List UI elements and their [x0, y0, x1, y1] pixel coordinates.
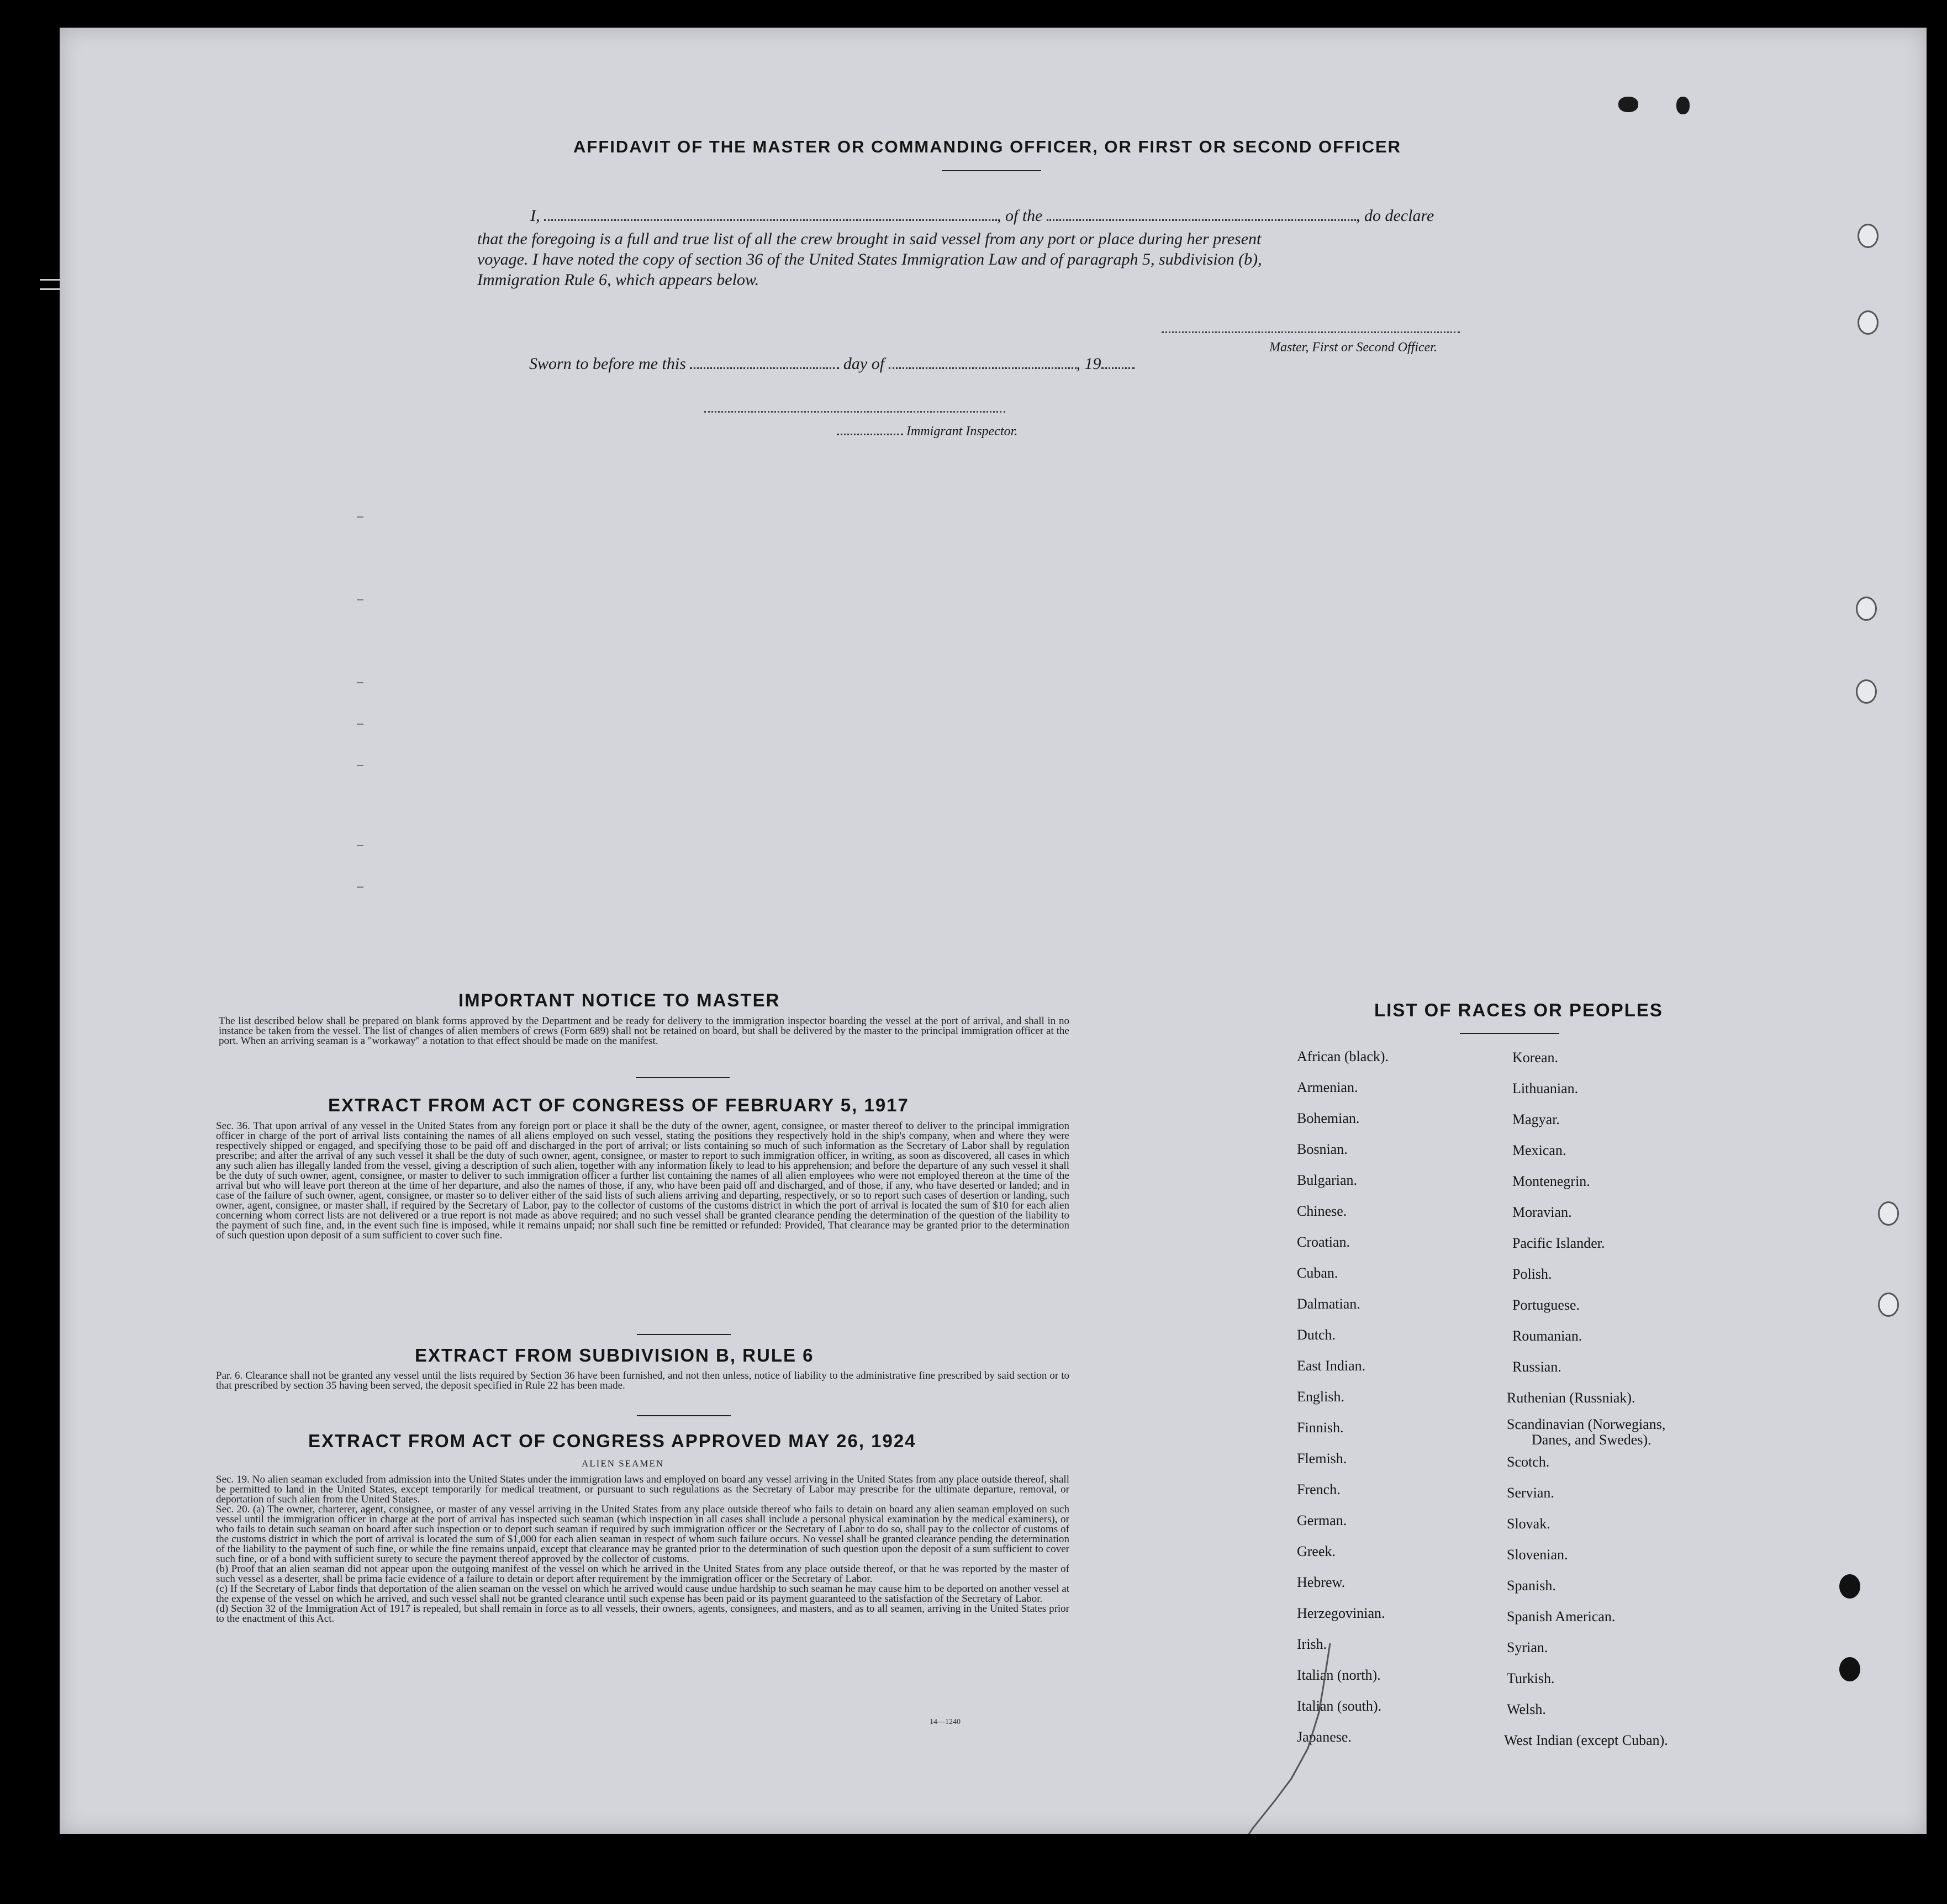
- race-item: Polish.: [1512, 1266, 1552, 1282]
- race-item: Finnish.: [1297, 1420, 1344, 1436]
- affidavit-heading: AFFIDAVIT OF THE MASTER OR COMMANDING OFFICER, OR FIRST OR SECOND OFFICER: [573, 137, 1402, 156]
- race-item: African (black).: [1297, 1048, 1389, 1064]
- inspector-dots: [837, 434, 903, 435]
- do-declare-text: , do declare: [1356, 207, 1434, 225]
- master-signature-label: Master, First or Second Officer.: [1269, 340, 1437, 355]
- sworn-month-field[interactable]: [889, 367, 1077, 369]
- binder-hole: [1839, 1657, 1860, 1681]
- race-item: East Indian.: [1297, 1358, 1366, 1374]
- of-the-text: , of the: [997, 207, 1043, 225]
- extract-1924-heading: EXTRACT FROM ACT OF CONGRESS APPROVED MAY 26, 1924: [308, 1431, 916, 1451]
- section-rule: [637, 1415, 731, 1416]
- race-item: Spanish American.: [1507, 1608, 1616, 1625]
- race-item: Lithuanian.: [1512, 1080, 1579, 1096]
- race-item: Flemish.: [1297, 1451, 1347, 1467]
- race-item: Syrian.: [1507, 1639, 1548, 1655]
- affidavit-body-2: voyage. I have noted the copy of section 36 of the United States Immigration Law and of paragraph 5, subdivision (b),: [477, 250, 1262, 268]
- extract-1917-text: Sec. 36. That upon arrival of any vessel in the United States from any foreign port or place it shall be the duty of the owner, agent, consignee, or master thereof to deliver to the principal immigration officer in charge of the port of arrival lists containing the names of all aliens employed on such vessel, stating the positions they respectively hold in the ship's company, when and where they were respectively shipped or engaged, and specifying those to be paid off and discharged in the port of arrival; or lists containing so much of such information as the Secretary of Labor shall by regulation prescribe; and after the arrival of any such vessel it shall be the duty of such owner, agent, consignee, or master to report to such immigration officer, in writing, as soon as discovered, all cases in which any such alien has illegally landed from the vessel, giving a description of such alien, together with any information likely to lead to his apprehension; and before the departure of any such vessel it shall be the duty of such owner, agent, consignee, or master to deliver to such immigration officer a further list containing the names of all alien employees who were not employed thereon at the time of the arrival but who will leave port thereon at the time of her departure, and also the names of those, if any, who have been paid off and discharged, and of those, if any, who have deserted or landed; and in case of the failure of such owner, agent, consignee, or master so to deliver either of the said lists of such aliens arriving and departing, respectively, or so to report such cases of desertion or landing, such owner, agent, consignee, or master shall, if required by the Secretary of Labor, pay to the collector of customs of the customs district in which the port of arrival is located the sum of $10 for each alien concerning whom correct lists are not delivered or a true report is not made as above required; and no such vessel shall be granted clearance pending the determination of the question of the liability to the payment of such fine, and, in the event such fine is imposed, while it remains unpaid; nor shall such fine be remitted or refunded: Provided, That clearance may be granted prior to the determination of such question upon deposit of a sum sufficient to cover such fine.: [216, 1120, 1069, 1241]
- sec-20a-text: Sec. 20. (a) The owner, charterer, agent, consignee, or master of any vessel arriving in the United States from any place outside thereof who fails to detain on board any alien seaman employed on such vessel until the immigration officer in charge at the port of arrival has inspected such seaman (which inspection in all cases shall include a personal physical examination by the medical examiners), or who fails to detain such seaman on board after such inspection or to deport such seaman if required by such immigration officer or the Secretary of Labor to do so, shall pay to the collector of customs of the customs district in which the port of arrival is located the sum of $1,000 for each alien seaman in respect of whom such failure occurs. No vessel shall be granted clearance pending the determination of the liability to the payment of such fine, or while the fine remains unpaid, except that clearance may be granted prior to the determination of such question upon the deposit of a sum sufficient to cover such fine, or of a bond with sufficient surety to secure the payment thereof approved by the collector of customs.: [216, 1504, 1069, 1565]
- notice-heading: IMPORTANT NOTICE TO MASTER: [458, 990, 780, 1010]
- binder-hole: [1858, 310, 1879, 335]
- race-item: Scandinavian (Norwegians,: [1507, 1416, 1666, 1432]
- section-rule: [636, 1077, 730, 1078]
- race-item: Danes, and Swedes).: [1532, 1432, 1651, 1448]
- notice-text: The list described below shall be prepared on blank forms approved by the Department and be ready for delivery to the immigration inspector boarding the vessel at the port of arrival, and shall in no instance be taken from the vessel. The list of changes of alien members of crews (Form 689) shall not be retained on board, but shall be delivered by the master to the principal immigration officer at the port. When an arriving seaman is a "workaway" a notation to that effect should be made on the manifest.: [219, 1015, 1069, 1047]
- inspector-line: [837, 424, 1017, 439]
- section-rule: [637, 1334, 731, 1335]
- form-page: [60, 28, 1927, 1834]
- race-item: Bulgarian.: [1297, 1172, 1358, 1188]
- race-item: Italian (north).: [1297, 1667, 1381, 1683]
- races-heading: LIST OF RACES OR PEOPLES: [1374, 1000, 1663, 1020]
- margin-tick: [357, 724, 363, 725]
- race-item: Chinese.: [1297, 1203, 1347, 1219]
- race-item: Bohemian.: [1297, 1110, 1360, 1126]
- race-item: Herzegovinian.: [1297, 1605, 1385, 1621]
- affidavit-body-3: Immigration Rule 6, which appears below.: [477, 271, 759, 289]
- inspector-label: Immigrant Inspector.: [906, 424, 1018, 439]
- race-item: Mexican.: [1512, 1142, 1566, 1158]
- race-item: Spanish.: [1507, 1578, 1556, 1594]
- binder-hole: [1878, 1293, 1899, 1317]
- form-number: 14—1240: [930, 1718, 961, 1726]
- year-prefix: , 19: [1076, 355, 1101, 373]
- margin-tick: [357, 682, 363, 683]
- race-item: Bosnian.: [1297, 1141, 1348, 1157]
- master-signature-field[interactable]: [1162, 331, 1460, 333]
- race-item: Hebrew.: [1297, 1574, 1346, 1590]
- margin-tick: [357, 845, 363, 846]
- declarant-name-field[interactable]: [544, 219, 997, 221]
- race-item: Irish.: [1297, 1636, 1327, 1652]
- race-item: Greek.: [1297, 1543, 1336, 1559]
- race-item: Dutch.: [1297, 1327, 1336, 1343]
- race-item: Welsh.: [1507, 1701, 1546, 1717]
- race-item: Ruthenian (Russniak).: [1507, 1390, 1635, 1406]
- race-item: Moravian.: [1512, 1204, 1572, 1220]
- alien-seamen-subheading: ALIEN SEAMEN: [582, 1458, 664, 1469]
- sec-20b-text: (b) Proof that an alien seaman did not appear upon the outgoing manifest of the vessel on which he arrived in the United States from any place outside thereof, or that he was reported by the master of such vessel as a deserter, shall be prima facie evidence of a failure to detain or deport after requirement by the immigration officer or the Secretary of Labor.: [216, 1563, 1069, 1585]
- extract-1917-heading: EXTRACT FROM ACT OF CONGRESS OF FEBRUARY 5, 1917: [328, 1095, 909, 1115]
- ink-spot: [1676, 97, 1690, 114]
- declaration-line: [530, 207, 1434, 225]
- rule-6-heading: EXTRACT FROM SUBDIVISION B, RULE 6: [415, 1345, 814, 1365]
- race-item: West Indian (except Cuban).: [1504, 1732, 1668, 1748]
- sec-20c-text: (c) If the Secretary of Labor finds that deportation of the alien seaman on the vessel on which he arrived would cause undue hardship to such seaman he may cause him to be deported on another vessel at the expense of the vessel on which he arrived, and such vessel shall not be granted clearance until such expense has been paid or its payment guaranteed to the satisfaction of the Secretary of Labor.: [216, 1583, 1069, 1605]
- vessel-name-field[interactable]: [1047, 219, 1356, 221]
- race-item: Croatian.: [1297, 1234, 1350, 1250]
- race-item: Portuguese.: [1512, 1297, 1580, 1313]
- race-item: German.: [1297, 1512, 1347, 1528]
- race-item: Slovenian.: [1507, 1547, 1568, 1563]
- races-heading-rule: [1460, 1033, 1559, 1034]
- extract-1924-body: [216, 1475, 1069, 1624]
- sworn-year-field[interactable]: [1101, 367, 1135, 369]
- binder-hole: [1878, 1201, 1899, 1226]
- day-of-text: day of: [843, 355, 885, 373]
- affidavit-body-1: that the foregoing is a full and true list of all the crew brought in said vessel from any port or place during her present: [477, 230, 1262, 248]
- race-item: Roumanian.: [1512, 1328, 1582, 1344]
- margin-tick: [357, 887, 363, 888]
- declarant-prefix: I,: [530, 207, 540, 225]
- race-item: Cuban.: [1297, 1265, 1338, 1281]
- margin-tick: [357, 765, 363, 766]
- race-item: Japanese.: [1297, 1729, 1352, 1745]
- race-item: Korean.: [1512, 1049, 1559, 1066]
- sworn-line: [529, 355, 1135, 373]
- race-item: Dalmatian.: [1297, 1296, 1360, 1312]
- paper-crack: [1209, 1641, 1352, 1834]
- sec-19-text: Sec. 19. No alien seaman excluded from admission into the United States under the immigration laws and employed on board any vessel arriving in the United States from any place outside thereof, shall be permitted to land in the United States, except temporarily for medical treatment, or pursuant to such regulations as the Secretary of Labor may prescribe for the ultimate departure, removal, or deportation of such alien from the United States.: [216, 1474, 1069, 1505]
- rule-6-text: Par. 6. Clearance shall not be granted any vessel until the lists required by Section 36 have been furnished, and not then unless, notice of liability to the administrative fine prescribed by said section or to that prescribed by section 35 having been served, the deposit specified in Rule 22 has been made.: [216, 1370, 1069, 1391]
- margin-tick: [357, 516, 363, 518]
- race-item: Pacific Islander.: [1512, 1235, 1605, 1251]
- race-item: English.: [1297, 1389, 1344, 1405]
- inspector-signature-field[interactable]: [704, 411, 1005, 413]
- binder-hole: [1856, 679, 1877, 704]
- race-item: Turkish.: [1507, 1670, 1555, 1686]
- heading-rule: [942, 170, 1041, 171]
- race-item: French.: [1297, 1481, 1341, 1497]
- binder-hole: [1839, 1574, 1860, 1599]
- sworn-text: Sworn to before me this: [529, 355, 686, 373]
- binder-hole: [1856, 597, 1877, 621]
- binder-hole: [1858, 224, 1879, 248]
- margin-tick: [357, 599, 363, 600]
- race-item: Armenian.: [1297, 1079, 1358, 1095]
- sworn-day-field[interactable]: [690, 367, 839, 369]
- binder-clip: [40, 279, 60, 290]
- race-item: Italian (south).: [1297, 1698, 1382, 1714]
- race-item: Magyar.: [1512, 1111, 1560, 1127]
- race-item: Servian.: [1507, 1485, 1554, 1501]
- race-item: Montenegrin.: [1512, 1173, 1590, 1189]
- race-item: Scotch.: [1507, 1454, 1550, 1470]
- race-item: Slovak.: [1507, 1516, 1550, 1532]
- sec-20d-text: (d) Section 32 of the Immigration Act of 1917 is repealed, but shall remain in force as to all vessels, their owners, agents, consignees, and masters, and as to all seamen, arriving in the United States prior to the enactment of this Act.: [216, 1603, 1069, 1625]
- race-item: Russian.: [1512, 1359, 1561, 1375]
- ink-spot: [1618, 97, 1638, 112]
